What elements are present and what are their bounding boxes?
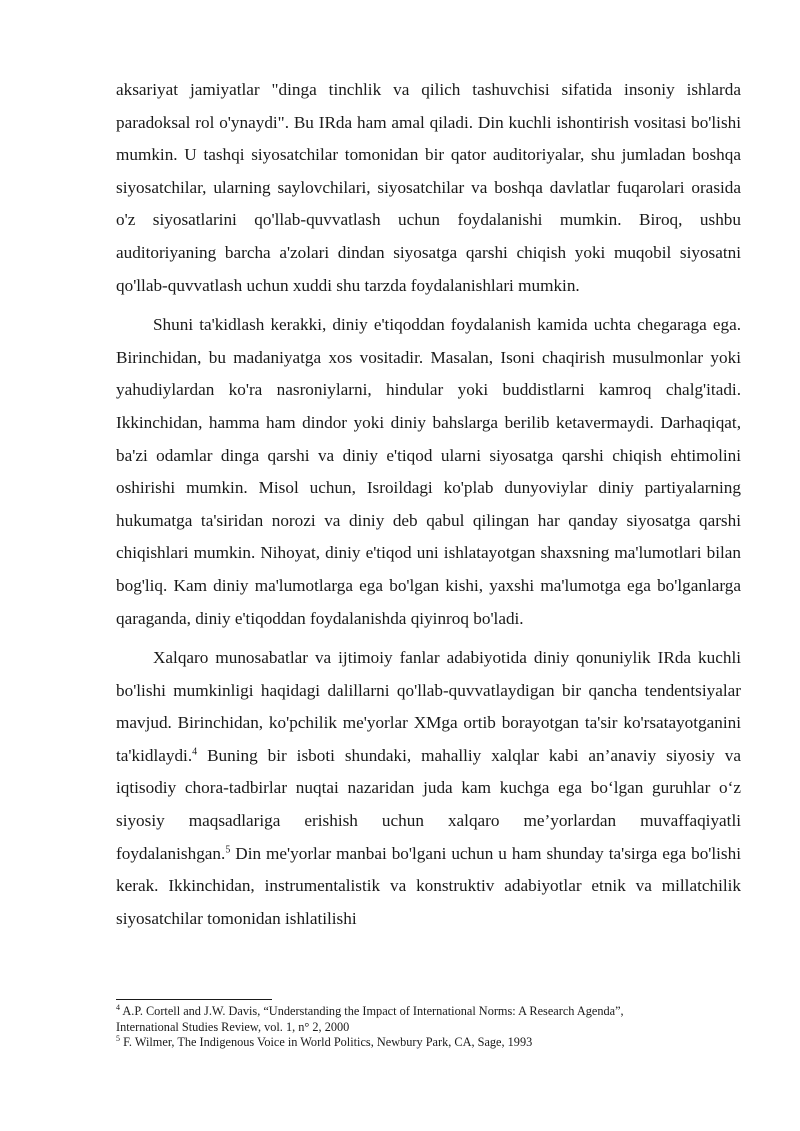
footnote-number: 5 xyxy=(116,1034,120,1044)
footnote-5 xyxy=(116,1035,676,1051)
paragraph-text: Buning bir isboti shundaki, mahalliy xalqlar kabi an’anaviy siyosiy va iqtisodiy chora-tadbirlar nuqtai nazaridan juda kam kuchga ega bo‘lgan guruhlar o‘z siyosiy maqsadlariga erishish uchun xalqaro me’yorlardan muvaffaqiyatli foydalanishgan. xyxy=(116,745,741,863)
footnote-separator xyxy=(116,999,272,1000)
paragraph-1 xyxy=(116,74,741,302)
footnote-ref-5[interactable]: 5 xyxy=(225,843,231,855)
paragraph-text: Din me'yorlar manbai bo'lgani uchun u ham shunday ta'sirga ega bo'lishi kerak. Ikkinchidan, instrumentalistik va konstruktiv adabiyotlar etnik va millatchilik siyosatchilar tomonidan ishlatilishi xyxy=(116,843,741,928)
paragraph-text: Xalqaro munosabatlar va ijtimoiy fanlar adabiyotida diniy qonuniylik IRda kuchli bo'lishi mumkinligi haqidagi dalillarni qo'llab-quvvatlaydigan bir qancha tendentsiyalar mavjud. Birinchidan, ko'pchilik me'yorlar XMga ortib borayotgan ta'sir ko'rsatayotganini ta'kidlaydi. xyxy=(116,648,741,765)
paragraph-2 xyxy=(116,309,741,635)
footnote-number: 4 xyxy=(116,1002,120,1012)
footnote-ref-4[interactable]: 4 xyxy=(192,746,198,758)
footnotes xyxy=(116,1004,676,1051)
paragraph-text: Shuni ta'kidlash kerakki, diniy e'tiqoddan foydalanish kamida uchta chegaraga ega. Birinchidan, bu madaniyatga xos vositadir. Masalan, Isoni chaqirish musulmonlar yoki yahudiylardan ko'ra nasroniylarni, hindular yoki buddistlarni kamroq chalg'itadi. Ikkinchidan, hamma ham dindor yoki diniy bahslarga berilib ketavermaydi. Darhaqiqat, ba'zi odamlar dinga qarshi va diniy e'tiqod ularni siyosatga qarshi chiqish ehtimolini oshirishi mumkin. Misol uchun, Isroildagi ko'plab dunyoviylar diniy partiyalarning hukumatga ta'siridan norozi va diniy deb qabul qilingan har qanday siyosatga qarshi chiqishlari mumkin. Nihoyat, diniy e'tiqod uni ishlatayotgan shaxsning ma'lumotlari bilan bog'liq. Kam diniy ma'lumotlarga ega bo'lgan kishi, yaxshi ma'lumotga ega bo'lganlarga qaraganda, diniy e'tiqoddan foydalanishda qiyinroq bo'ladi. xyxy=(116,315,741,628)
footnote-text: A.P. Cortell and J.W. Davis, “Understanding the Impact of International Norms: A Research Agenda”, International Studies Review, vol. 1, n° 2, 2000 xyxy=(116,1004,624,1034)
paragraph-3 xyxy=(116,642,741,935)
footnote-4 xyxy=(116,1004,676,1035)
footnote-text: F. Wilmer, The Indigenous Voice in World Politics, Newbury Park, CA, Sage, 1993 xyxy=(120,1035,533,1050)
body-text xyxy=(116,74,741,942)
paragraph-text: aksariyat jamiyatlar "dinga tinchlik va qilich tashuvchisi sifatida insoniy ishlarda paradoksal rol o'ynaydi". Bu IRda ham amal qiladi. Din kuchli ishontirish vositasi bo'lishi mumkin. U tashqi siyosatchilar tomonidan bir qator auditoriyalar, shu jumladan boshqa siyosatchilar, ularning saylovchilari, siyosatchilar va boshqa davlatlar fuqarolari orasida o'z siyosatlarini qo'llab-quvvatlash uchun foydalanishi mumkin. Biroq, ushbu auditoriyaning barcha a'zolari dindan siyosatga qarshi chiqish yoki muqobil siyosatni qo'llab-quvvatlash uchun xuddi shu tarzda foydalanishlari mumkin. xyxy=(116,80,741,295)
